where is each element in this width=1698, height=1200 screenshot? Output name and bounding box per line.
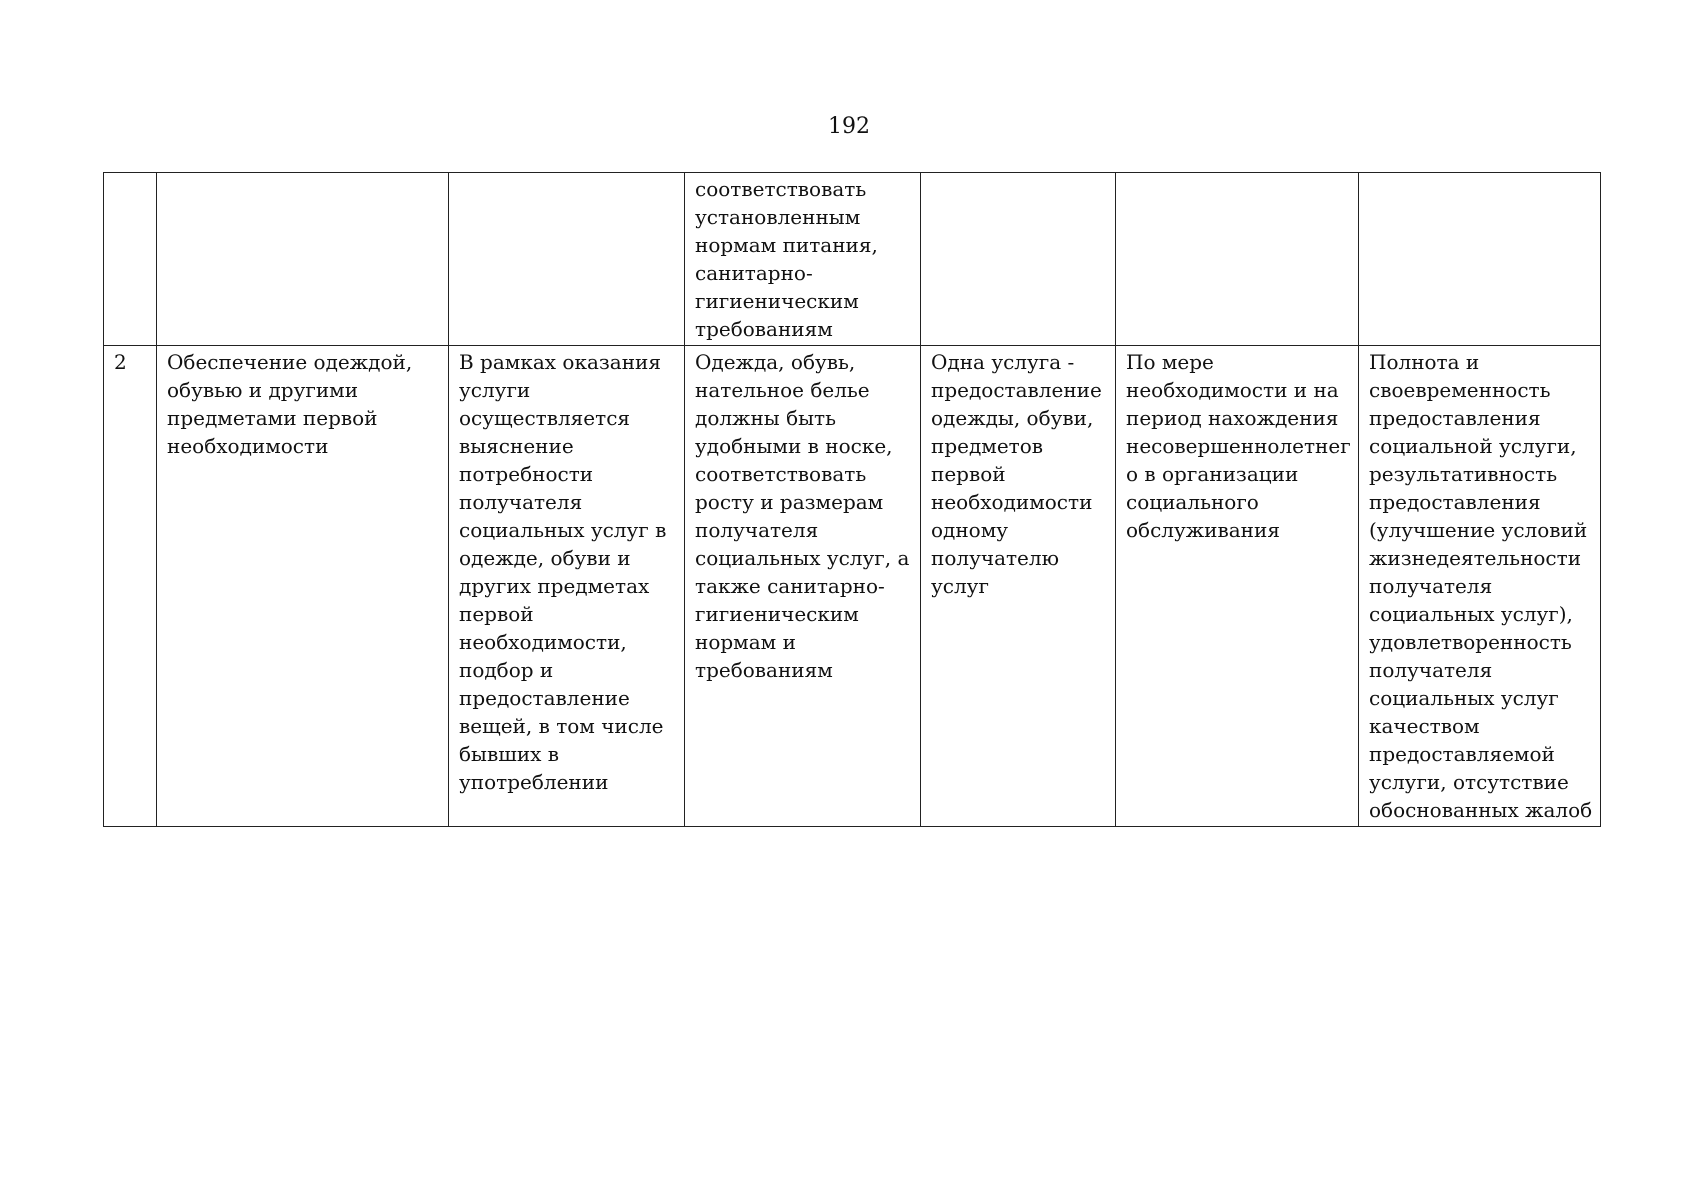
cell-requirements <box>685 346 921 827</box>
cell-text-line: период нахождения <box>1126 406 1339 430</box>
services-table <box>103 172 1601 827</box>
cell-text-line: 2 <box>114 350 127 374</box>
cell-text-line: гигиеническим <box>695 289 859 313</box>
table-row <box>104 173 1601 346</box>
cell-text-line: требованиям <box>695 658 833 682</box>
cell-text-line: одежде, обуви и <box>459 546 631 570</box>
cell-text-line: несовершеннолетнег <box>1126 434 1351 458</box>
cell-text-line: соответствовать <box>695 177 867 201</box>
cell-text-line: должны быть <box>695 406 836 430</box>
cell-text-line: других предметах <box>459 574 650 598</box>
cell-text-line: социального <box>1126 490 1259 514</box>
cell-text-line: результативность <box>1369 462 1558 486</box>
cell-text-line: бывших в <box>459 742 560 766</box>
cell-text-line: услуги, отсутствие <box>1369 770 1569 794</box>
cell-text-line: нормам и <box>695 630 796 654</box>
cell-service-content <box>449 173 685 346</box>
cell-text-line: о в организации <box>1126 462 1299 486</box>
cell-text-line: предметов <box>931 434 1044 458</box>
cell-text-line: установленным <box>695 205 861 229</box>
page-number: 192 <box>828 114 870 139</box>
cell-text-line: также санитарно- <box>695 574 885 598</box>
cell-text-line: получателя <box>459 490 583 514</box>
cell-requirements <box>685 173 921 346</box>
cell-text-line: росту и размерам <box>695 490 884 514</box>
cell-text-line: социальных услуг), <box>1369 602 1573 626</box>
cell-text-line: санитарно- <box>695 261 813 285</box>
cell-text-line: качеством <box>1369 714 1480 738</box>
cell-text-line: своевременность <box>1369 378 1551 402</box>
cell-text-line: выяснение <box>459 434 574 458</box>
cell-text-line: предоставления <box>1369 406 1541 430</box>
cell-text-line: необходимости <box>931 490 1093 514</box>
cell-text-line: (улучшение условий <box>1369 518 1588 542</box>
cell-text-line: подбор и <box>459 658 554 682</box>
cell-text-line: первой <box>931 462 1006 486</box>
cell-text-line: получателя <box>1369 658 1493 682</box>
cell-text-line: получателю <box>931 546 1060 570</box>
cell-text-line: удобными в носке, <box>695 434 893 458</box>
cell-text-line: По мере <box>1126 350 1214 374</box>
cell-text-line: нательное белье <box>695 378 870 402</box>
cell-text-line: социальных услуг, а <box>695 546 910 570</box>
cell-period <box>1116 173 1359 346</box>
cell-service-content <box>449 346 685 827</box>
cell-period <box>1116 346 1359 827</box>
cell-text-line: Одежда, обувь, <box>695 350 856 374</box>
cell-text-line: требованиям <box>695 317 833 341</box>
cell-text-line: получателя <box>695 518 819 542</box>
cell-text-line: Обеспечение одеждой, <box>167 350 413 374</box>
cell-text-line: одному <box>931 518 1009 542</box>
cell-text-line: социальных услуг <box>1369 686 1559 710</box>
cell-text-line: жизнедеятельности <box>1369 546 1582 570</box>
cell-text-line: одежды, обуви, <box>931 406 1094 430</box>
cell-text-line: соответствовать <box>695 462 867 486</box>
cell-service-name <box>157 173 449 346</box>
cell-text-line: услуг <box>931 574 989 598</box>
cell-text-line: предоставление <box>931 378 1102 402</box>
cell-quality <box>1359 173 1601 346</box>
cell-text-line: предоставление <box>459 686 630 710</box>
cell-text-line: осуществляется <box>459 406 631 430</box>
cell-text-line: социальных услуг в <box>459 518 667 542</box>
cell-text-line: социальной услуги, <box>1369 434 1577 458</box>
cell-text-line: предоставления <box>1369 490 1541 514</box>
cell-text-line: Полнота и <box>1369 350 1480 374</box>
cell-text-line: предоставляемой <box>1369 742 1555 766</box>
cell-text-line: нормам питания, <box>695 233 878 257</box>
cell-text-line: гигиеническим <box>695 602 859 626</box>
cell-text-line: обоснованных жалоб <box>1369 798 1593 822</box>
cell-number <box>104 346 157 827</box>
cell-text-line: предметами первой <box>167 406 378 430</box>
cell-text-line: получателя <box>1369 574 1493 598</box>
cell-text-line: потребности <box>459 462 594 486</box>
cell-text-line: употреблении <box>459 770 609 794</box>
cell-text-line: первой <box>459 602 534 626</box>
cell-text-line: Одна услуга - <box>931 350 1075 374</box>
cell-text-line: удовлетворенность <box>1369 630 1572 654</box>
cell-text-line: необходимости, <box>459 630 627 654</box>
cell-volume <box>921 173 1116 346</box>
cell-service-name <box>157 346 449 827</box>
cell-text-line: обслуживания <box>1126 518 1280 542</box>
cell-number <box>104 173 157 346</box>
cell-text-line: обувью и другими <box>167 378 359 402</box>
cell-text-line: необходимости <box>167 434 329 458</box>
cell-text-line: вещей, в том числе <box>459 714 664 738</box>
cell-text-line: В рамках оказания <box>459 350 661 374</box>
table-row <box>104 346 1601 827</box>
cell-volume <box>921 346 1116 827</box>
cell-quality <box>1359 346 1601 827</box>
cell-text-line: необходимости и на <box>1126 378 1339 402</box>
cell-text-line: услуги <box>459 378 531 402</box>
